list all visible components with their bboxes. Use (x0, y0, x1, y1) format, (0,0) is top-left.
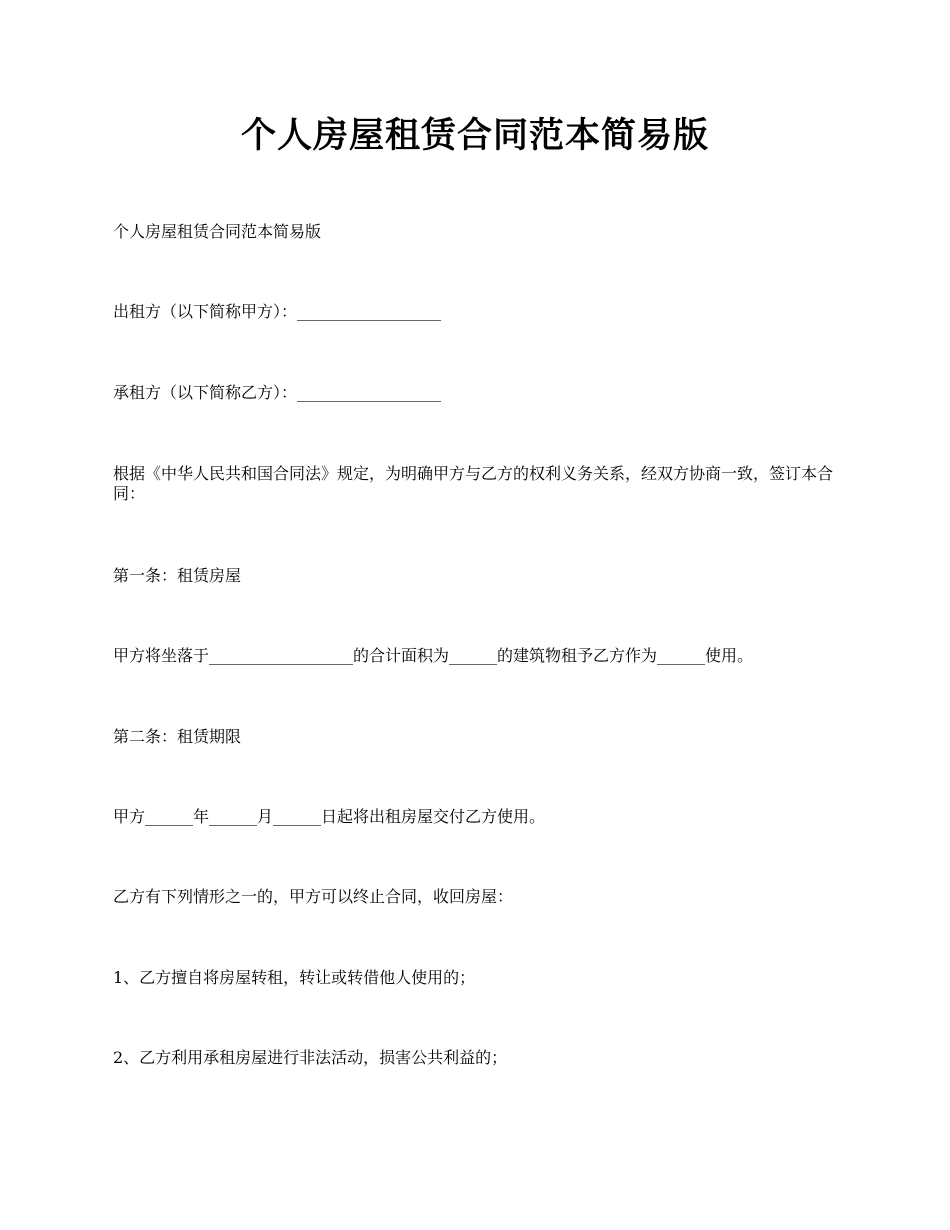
document-title: 个人房屋租赁合同范本简易版 (240, 115, 709, 156)
article-2-heading: 第二条：租赁期限 (113, 727, 242, 746)
article-1-body: 甲方将坐落于__________________的合计面积为______的建筑物租予乙方作为______使用。 (113, 646, 754, 665)
paragraph-preamble: 根据《中华人民共和国合同法》规定，为明确甲方与乙方的权利义务关系，经双方协商一致，签订本合同： (113, 464, 834, 503)
paragraph-lessee: 承租方（以下简称乙方）：__________________ (113, 383, 442, 402)
article-2-body: 甲方______年______月______日起将出租房屋交付乙方使用。 (113, 807, 546, 826)
paragraph-lessor: 出租方（以下简称甲方）：__________________ (113, 302, 442, 321)
article-1-heading: 第一条：租赁房屋 (113, 566, 242, 585)
termination-item-1: 1、乙方擅自将房屋转租，转让或转借他人使用的； (113, 968, 476, 987)
termination-intro: 乙方有下列情形之一的，甲方可以终止合同，收回房屋： (113, 887, 514, 906)
termination-item-2: 2、乙方利用承租房屋进行非法活动，损害公共利益的； (113, 1048, 508, 1067)
paragraph-subtitle: 个人房屋租赁合同范本简易版 (113, 222, 322, 241)
